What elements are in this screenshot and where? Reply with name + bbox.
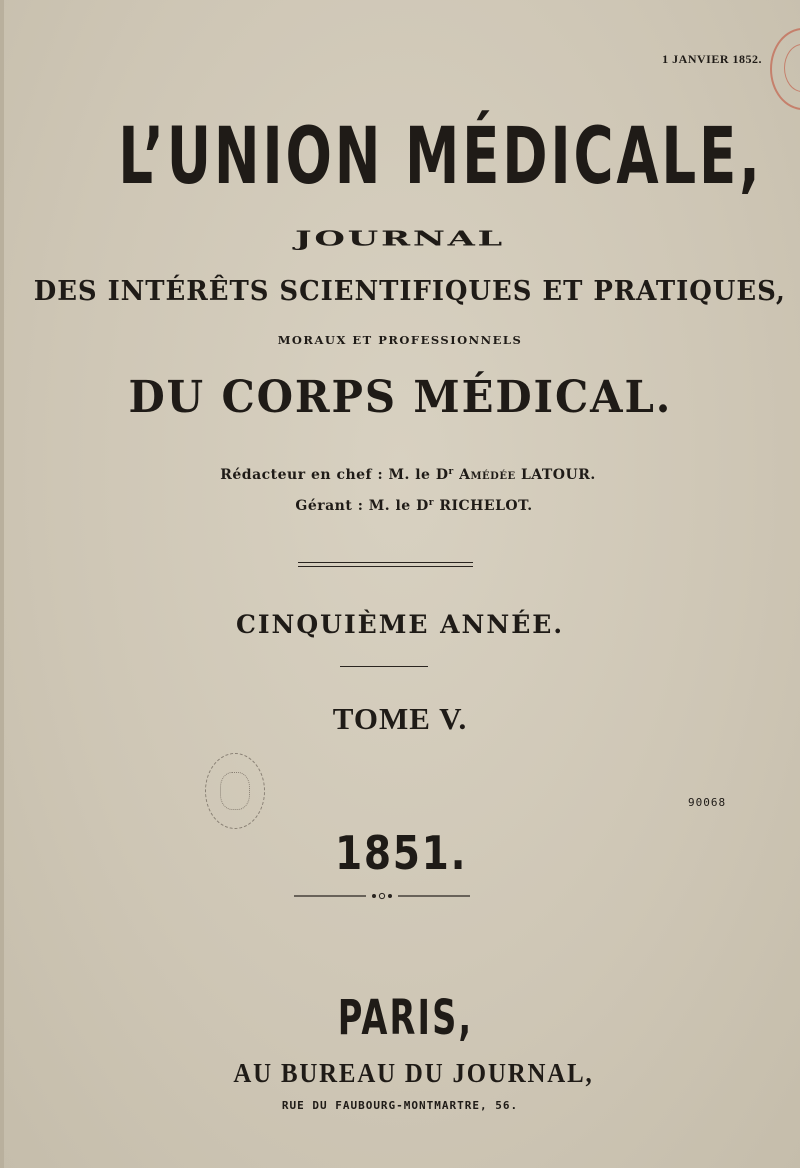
double-rule-divider bbox=[298, 562, 473, 567]
issue-date: 1 JANVIER 1852. bbox=[662, 52, 762, 66]
edition-year: CINQUIÈME ANNÉE. bbox=[235, 610, 565, 639]
editor-in-chief-name: Amédée LATOUR. bbox=[459, 467, 596, 483]
journal-title: L’UNION MÉDICALE, bbox=[118, 112, 763, 202]
subtitle-line-3: DU CORPS MÉDICAL. bbox=[128, 372, 673, 423]
manager-name: RICHELOT. bbox=[439, 498, 533, 514]
inventory-number: 90068 bbox=[688, 796, 727, 809]
publisher-address: RUE DU FAUBOURG-MONTMARTRE, 56. bbox=[281, 1099, 519, 1112]
page-edge bbox=[0, 0, 4, 1168]
editor-in-chief-prefix: Rédacteur en chef : M. le D bbox=[220, 467, 449, 483]
short-rule-divider bbox=[340, 666, 428, 667]
publisher-city: PARIS, bbox=[337, 990, 474, 1046]
volume-number: TOME V. bbox=[332, 701, 468, 736]
publication-year: 1851. bbox=[334, 826, 468, 880]
doctor-superscript: r bbox=[428, 498, 434, 508]
ornamental-rule-icon bbox=[294, 890, 470, 902]
manager-line bbox=[0, 498, 800, 514]
ink-stamp-icon bbox=[205, 753, 265, 829]
journal-label: JOURNAL bbox=[295, 227, 505, 251]
manager-prefix: Gérant : M. le D bbox=[295, 498, 429, 514]
editor-in-chief-line bbox=[0, 467, 800, 483]
subtitle-line-1: DES INTÉRÊTS SCIENTIFIQUES ET PRATIQUES, bbox=[33, 276, 786, 307]
doctor-superscript: r bbox=[448, 467, 454, 477]
subtitle-line-2: MORAUX ET PROFESSIONNELS bbox=[277, 333, 523, 347]
publisher-office: AU BUREAU DU JOURNAL, bbox=[233, 1058, 594, 1088]
library-stamp-icon bbox=[770, 28, 800, 110]
